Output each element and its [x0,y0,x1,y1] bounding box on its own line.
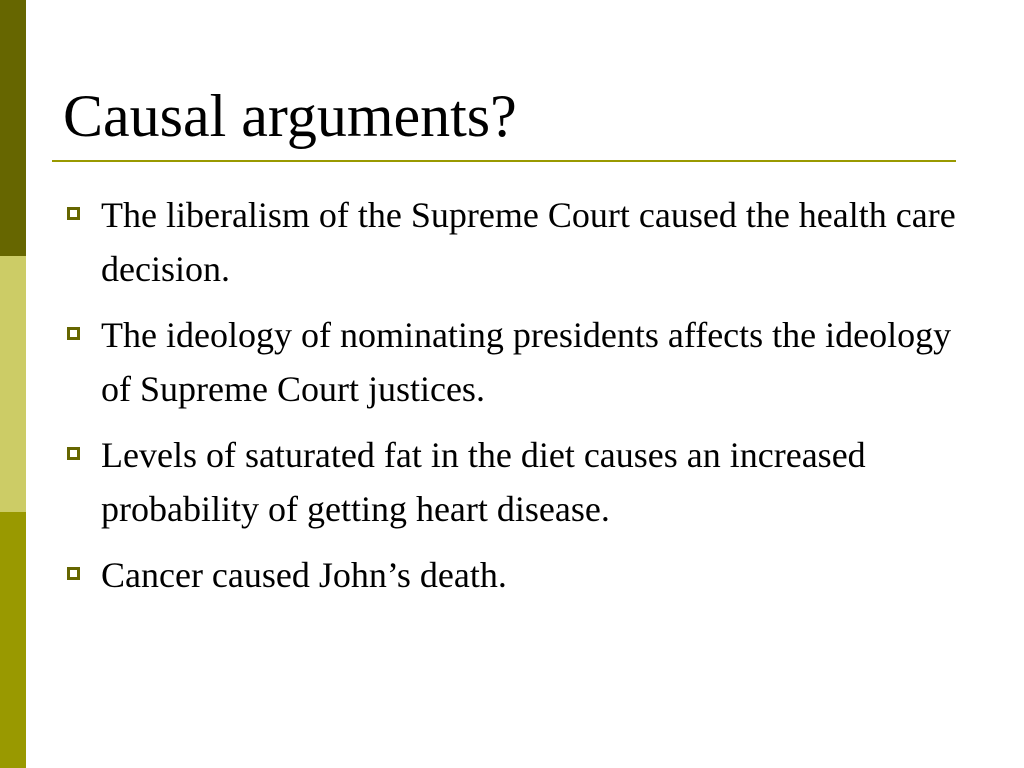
bullet-text: Cancer caused John’s death. [101,555,507,595]
hollow-square-bullet-icon [67,447,80,460]
hollow-square-bullet-icon [67,567,80,580]
bullet-item-liberalism [0,188,961,296]
bullet-list [0,188,961,614]
slide-title: Causal arguments? [63,83,517,149]
bullet-text: The ideology of nominating presidents affects the ideology of Supreme Court justices. [101,315,952,409]
hollow-square-bullet-icon [67,327,80,340]
bullet-text: The liberalism of the Supreme Court caused the health care decision. [101,195,956,289]
bullet-item-cancer [0,548,961,602]
title-divider [52,160,956,162]
bullet-item-saturated-fat [0,428,961,536]
bullet-text: Levels of saturated fat in the diet causes an increased probability of getting heart disease. [101,435,866,529]
bullet-item-ideology [0,308,961,416]
hollow-square-bullet-icon [67,207,80,220]
